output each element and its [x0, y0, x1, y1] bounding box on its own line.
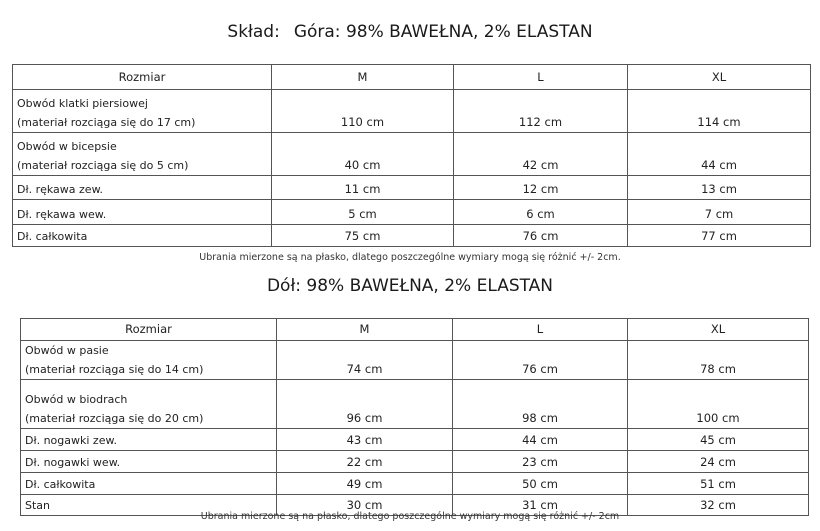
top-measurement-row [13, 133, 811, 176]
measurement-name: Dł. nogawki zew. [25, 434, 117, 447]
bottom-measurement-value: 30 cm [277, 495, 453, 516]
bottom-measurement-label [21, 451, 277, 473]
top-measurement-value: 110 cm [272, 90, 454, 133]
bottom-measurement-value: 78 cm [628, 341, 809, 380]
measurement-name: Obwód w bicepsie [17, 140, 117, 153]
bottom-measurement-label [21, 341, 277, 380]
bottom-measurement-value: 45 cm [628, 429, 809, 451]
top-measurement-value: 12 cm [454, 176, 628, 200]
bottom-size-xl: XL [628, 319, 809, 341]
measurement-name: Obwód w pasie [25, 344, 109, 357]
bottom-size-m: M [277, 319, 453, 341]
top-composition: Góra: 98% BAWEŁNA, 2% ELASTAN [293, 22, 593, 42]
bottom-measurement-value: 49 cm [277, 473, 453, 495]
bottom-size-header: Rozmiar [21, 319, 277, 341]
measurement-name: Stan [25, 499, 51, 512]
top-measurement-value: 11 cm [272, 176, 454, 200]
bottom-measurement-value: 23 cm [453, 451, 628, 473]
top-measurement-value: 44 cm [628, 133, 811, 176]
bottom-measurement-value: 74 cm [277, 341, 453, 380]
bottom-measurement-value: 98 cm [453, 380, 628, 429]
top-measurement-value: 77 cm [628, 225, 811, 247]
top-measurement-row [13, 200, 811, 225]
bottom-measurement-value: 43 cm [277, 429, 453, 451]
top-measurement-value: 42 cm [454, 133, 628, 176]
bottom-measurement-value: 32 cm [628, 495, 809, 516]
stretch-note: (materiał rozciąga się do 20 cm) [25, 412, 204, 425]
top-size-xl: XL [628, 65, 811, 90]
bottom-measurement-row [21, 451, 809, 473]
top-measurement-label [13, 200, 272, 225]
bottom-size-table [20, 318, 809, 516]
top-measurement-label [13, 133, 272, 176]
top-measurement-row [13, 225, 811, 247]
measurement-name: Obwód klatki piersiowej [17, 97, 148, 110]
bottom-measurement-value: 31 cm [453, 495, 628, 516]
top-measurement-value: 75 cm [272, 225, 454, 247]
measurement-name: Dł. całkowita [17, 230, 88, 243]
measurement-name: Obwód w biodrach [25, 393, 128, 406]
bottom-measurement-note: Ubrania mierzone są na płasko, dlatego poszczególne wymiary mogą się różnić +/- 2cm [200, 511, 620, 522]
bottom-measurement-row [21, 380, 809, 429]
top-measurement-value: 76 cm [454, 225, 628, 247]
measurement-name: Dł. całkowita [25, 478, 96, 491]
top-measurement-note: Ubrania mierzone są na płasko, dlatego poszczególne wymiary mogą się różnić +/- 2cm. [199, 252, 621, 263]
bottom-section-title [0, 276, 820, 296]
bottom-measurement-label [21, 473, 277, 495]
bottom-measurement-value: 44 cm [453, 429, 628, 451]
top-header-row [13, 65, 811, 90]
bottom-composition: Dół: 98% BAWEŁNA, 2% ELASTAN [266, 276, 554, 296]
top-measurement-value: 5 cm [272, 200, 454, 225]
composition-label: Skład: [227, 22, 280, 42]
top-measurement-row [13, 90, 811, 133]
top-measurement-label [13, 176, 272, 200]
stretch-note: (materiał rozciąga się do 5 cm) [17, 159, 189, 172]
bottom-measurement-value: 96 cm [277, 380, 453, 429]
top-size-header: Rozmiar [13, 65, 272, 90]
bottom-measurement-label [21, 429, 277, 451]
top-measurement-value: 114 cm [628, 90, 811, 133]
top-measurement-row [13, 176, 811, 200]
bottom-measurement-value: 50 cm [453, 473, 628, 495]
top-measurement-value: 40 cm [272, 133, 454, 176]
top-measurement-label [13, 90, 272, 133]
stretch-note: (materiał rozciąga się do 14 cm) [25, 363, 204, 376]
stretch-note: (materiał rozciąga się do 17 cm) [17, 116, 196, 129]
measurement-name: Dł. rękawa zew. [17, 183, 104, 196]
top-measurement-value: 112 cm [454, 90, 628, 133]
bottom-measurement-value: 24 cm [628, 451, 809, 473]
top-measurement-value: 6 cm [454, 200, 628, 225]
bottom-measurement-label [21, 380, 277, 429]
top-measurement-value: 7 cm [628, 200, 811, 225]
top-section-title [0, 22, 820, 42]
measurement-name: Dł. rękawa wew. [17, 208, 107, 221]
bottom-header-row [21, 319, 809, 341]
top-measurement-value: 13 cm [628, 176, 811, 200]
top-size-m: M [272, 65, 454, 90]
bottom-measurement-row [21, 341, 809, 380]
top-size-table [12, 64, 811, 247]
bottom-measurement-row [21, 429, 809, 451]
bottom-size-l: L [453, 319, 628, 341]
bottom-measurement-row [21, 473, 809, 495]
measurement-name: Dł. nogawki wew. [25, 456, 121, 469]
top-size-l: L [454, 65, 628, 90]
bottom-measurement-value: 100 cm [628, 380, 809, 429]
bottom-measurement-value: 51 cm [628, 473, 809, 495]
top-measurement-label [13, 225, 272, 247]
bottom-measurement-value: 22 cm [277, 451, 453, 473]
bottom-measurement-value: 76 cm [453, 341, 628, 380]
